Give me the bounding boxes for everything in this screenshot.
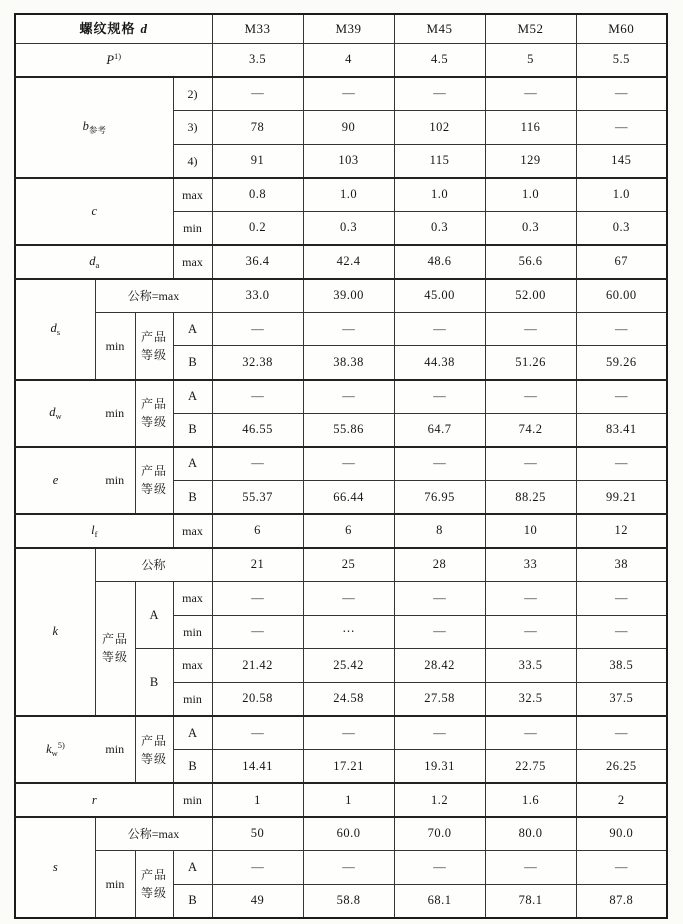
value-cell: 0.3 [303,211,394,245]
value-cell: 0.3 [394,211,485,245]
b-var: b [82,118,89,133]
value-cell: 8 [394,514,485,548]
row-s-grade-a [15,851,667,885]
grade-b-label: B [173,413,212,447]
value-cell: — [576,77,667,111]
value-cell: — [394,716,485,750]
value-cell: 0.2 [212,211,303,245]
value-cell: — [394,312,485,346]
value-cell: 3.5 [212,43,303,77]
limit-label-min: min [173,682,212,716]
value-cell: — [303,447,394,481]
value-cell: 25 [303,548,394,582]
limit-label-min: min [173,211,212,245]
value-cell: 4.5 [394,43,485,77]
limit-label-min: min [173,615,212,649]
value-cell: — [485,716,576,750]
value-cell: 103 [303,144,394,178]
value-cell: 0.8 [212,178,303,212]
value-cell: 14.41 [212,750,303,784]
value-cell: — [576,716,667,750]
value-cell: 22.75 [485,750,576,784]
limit-label-min: min [95,380,135,447]
value-cell: 1.0 [394,178,485,212]
product-grade-label: 产品等级 [135,312,173,379]
value-cell: 59.26 [576,346,667,380]
value-cell: 55.86 [303,413,394,447]
nominal-max-label: 公称=max [95,279,212,313]
grade-b-label: B [173,346,212,380]
value-cell: — [576,615,667,649]
row-label-da [15,245,173,279]
lf-var: l [91,522,95,537]
value-cell: — [303,581,394,615]
value-cell: — [212,77,303,111]
table-header-row [15,14,667,43]
value-cell: 64.7 [394,413,485,447]
value-cell: — [394,851,485,885]
value-cell: 1.0 [485,178,576,212]
ds-subscript: s [56,326,61,337]
row-label-b [15,77,173,178]
value-cell: 50 [212,817,303,851]
column-head-m52: M52 [485,14,576,43]
subrow-key: 2) [173,77,212,111]
k-var: k [52,624,59,639]
value-cell: 19.31 [394,750,485,784]
row-r-min [15,783,667,817]
limit-label-min: min [95,851,135,919]
value-cell: — [485,380,576,414]
value-cell: 102 [394,110,485,144]
value-cell: 6 [212,514,303,548]
c-var: c [91,203,98,218]
product-grade-label: 产品等级 [135,380,173,447]
row-label-s [15,817,95,918]
row-lf-max [15,514,667,548]
value-cell: — [212,380,303,414]
row-e-grade-a [15,447,667,481]
value-cell: — [394,380,485,414]
value-cell: 33 [485,548,576,582]
grade-b-label: B [173,884,212,918]
row-pitch [15,43,667,77]
value-cell: 1.6 [485,783,576,817]
value-cell: — [303,77,394,111]
value-cell: 12 [576,514,667,548]
value-cell: 28.42 [394,649,485,683]
value-cell: 90 [303,110,394,144]
column-head-m33: M33 [212,14,303,43]
limit-label-min: min [95,447,135,514]
value-cell: 21.42 [212,649,303,683]
product-grade-label: 产品等级 [95,581,135,716]
value-cell: 36.4 [212,245,303,279]
nominal-max-label: 公称=max [95,817,212,851]
value-cell: — [576,581,667,615]
value-cell: 5 [485,43,576,77]
value-cell: 78.1 [485,884,576,918]
row-label-r [15,783,173,817]
value-cell: — [485,851,576,885]
p-footnote-sup: 1) [114,50,122,61]
value-cell: — [212,851,303,885]
value-cell: — [394,581,485,615]
row-k-a-max [15,581,667,615]
value-cell: — [212,615,303,649]
value-cell: 6 [303,514,394,548]
limit-label-max: max [173,245,212,279]
value-cell: 25.42 [303,649,394,683]
da-var: d [89,253,96,268]
row-label-c [15,178,173,245]
row-label-p [15,43,212,77]
limit-label-max: max [173,514,212,548]
b-subscript: 参考 [88,124,106,135]
thread-spec-label [15,14,212,43]
value-cell: 1.0 [576,178,667,212]
product-grade-label: 产品等级 [135,716,173,783]
value-cell: 45.00 [394,279,485,313]
value-cell: — [485,581,576,615]
value-cell: 32.5 [485,682,576,716]
row-b-2 [15,77,667,111]
value-cell: 91 [212,144,303,178]
value-cell: 60.0 [303,817,394,851]
ds-var: d [50,320,57,335]
value-cell: 116 [485,110,576,144]
value-cell: 1 [303,783,394,817]
value-cell: — [212,716,303,750]
value-cell: 20.58 [212,682,303,716]
value-cell: 0.3 [485,211,576,245]
row-label-k [15,548,95,716]
row-dw-grade-a [15,380,667,414]
value-cell: — [394,447,485,481]
value-cell: 60.00 [576,279,667,313]
subrow-key: 4) [173,144,212,178]
value-cell: 70.0 [394,817,485,851]
value-cell: — [576,110,667,144]
row-kw-grade-a [15,716,667,750]
value-cell: 2 [576,783,667,817]
value-cell: 0.3 [576,211,667,245]
value-cell: 145 [576,144,667,178]
value-cell: 21 [212,548,303,582]
kw-subscript: w [51,747,58,758]
value-cell: 38.5 [576,649,667,683]
value-cell: 10 [485,514,576,548]
value-cell: 1 [212,783,303,817]
value-cell: 33.5 [485,649,576,683]
value-cell: — [303,851,394,885]
limit-label-max: max [173,178,212,212]
value-cell: 58.8 [303,884,394,918]
value-cell: 27.58 [394,682,485,716]
value-cell: 24.58 [303,682,394,716]
value-cell: — [212,312,303,346]
value-cell: 46.55 [212,413,303,447]
value-cell: ⋯ [303,615,394,649]
product-grade-label: 产品等级 [135,851,173,919]
row-label-ds [15,279,95,380]
product-grade-label: 产品等级 [135,447,173,514]
row-k-nominal [15,548,667,582]
row-da-max [15,245,667,279]
grade-b-label: B [173,480,212,514]
bolt-spec-table [14,13,668,919]
value-cell: 38 [576,548,667,582]
value-cell: 32.38 [212,346,303,380]
grade-a-label: A [173,851,212,885]
value-cell: 52.00 [485,279,576,313]
value-cell: — [576,380,667,414]
limit-label-max: max [173,649,212,683]
value-cell: 48.6 [394,245,485,279]
row-label-dw [15,380,95,447]
value-cell: 42.4 [303,245,394,279]
value-cell: 56.6 [485,245,576,279]
value-cell: 83.41 [576,413,667,447]
value-cell: — [485,77,576,111]
da-subscript: a [95,259,100,270]
row-label-e [15,447,95,514]
limit-label-min: min [95,312,135,379]
grade-a-label: A [173,447,212,481]
value-cell: — [303,716,394,750]
value-cell: 99.21 [576,480,667,514]
thread-spec-var: d [140,21,149,37]
value-cell: — [485,312,576,346]
value-cell: 68.1 [394,884,485,918]
value-cell: 90.0 [576,817,667,851]
limit-label-min: min [173,783,212,817]
grade-a-label: A [173,380,212,414]
value-cell: 87.8 [576,884,667,918]
value-cell: 1.2 [394,783,485,817]
lf-subscript: f [94,528,98,539]
value-cell: 51.26 [485,346,576,380]
value-cell: — [212,581,303,615]
value-cell: — [212,447,303,481]
row-s-nominal [15,817,667,851]
value-cell: — [303,312,394,346]
value-cell: 28 [394,548,485,582]
value-cell: 33.0 [212,279,303,313]
value-cell: 17.21 [303,750,394,784]
value-cell: — [394,615,485,649]
row-ds-grade-a [15,312,667,346]
row-ds-nominal [15,279,667,313]
thread-spec-text: 螺纹规格 [79,21,136,37]
limit-label-min: min [95,716,135,783]
value-cell: — [576,312,667,346]
value-cell: — [485,615,576,649]
s-var: s [52,859,58,874]
value-cell: 88.25 [485,480,576,514]
p-var: P [106,52,115,67]
value-cell: — [485,447,576,481]
dw-var: d [49,404,56,419]
r-var: r [91,792,97,807]
value-cell: 44.38 [394,346,485,380]
value-cell: 74.2 [485,413,576,447]
value-cell: — [394,77,485,111]
value-cell: 37.5 [576,682,667,716]
limit-label-max: max [173,581,212,615]
value-cell: 49 [212,884,303,918]
value-cell: — [303,380,394,414]
value-cell: — [576,851,667,885]
row-label-kw [15,716,95,783]
value-cell: 26.25 [576,750,667,784]
value-cell: 67 [576,245,667,279]
row-label-lf [15,514,173,548]
column-head-m39: M39 [303,14,394,43]
value-cell: 38.38 [303,346,394,380]
value-cell: 78 [212,110,303,144]
grade-a-label: A [173,312,212,346]
subrow-key: 3) [173,110,212,144]
dw-subscript: w [55,410,62,421]
value-cell: 80.0 [485,817,576,851]
grade-a-label: A [135,581,173,648]
value-cell: 66.44 [303,480,394,514]
column-head-m45: M45 [394,14,485,43]
value-cell: 55.37 [212,480,303,514]
row-c-max [15,178,667,212]
grade-b-label: B [135,649,173,716]
value-cell: 115 [394,144,485,178]
grade-a-label: A [173,716,212,750]
value-cell: — [576,447,667,481]
value-cell: 129 [485,144,576,178]
value-cell: 76.95 [394,480,485,514]
kw-var: k [46,741,52,756]
value-cell: 39.00 [303,279,394,313]
kw-footnote-sup: 5) [57,739,65,750]
column-head-m60: M60 [576,14,667,43]
value-cell: 1.0 [303,178,394,212]
e-var: e [52,473,59,488]
value-cell: 5.5 [576,43,667,77]
nominal-label: 公称 [95,548,212,582]
grade-b-label: B [173,750,212,784]
value-cell: 4 [303,43,394,77]
